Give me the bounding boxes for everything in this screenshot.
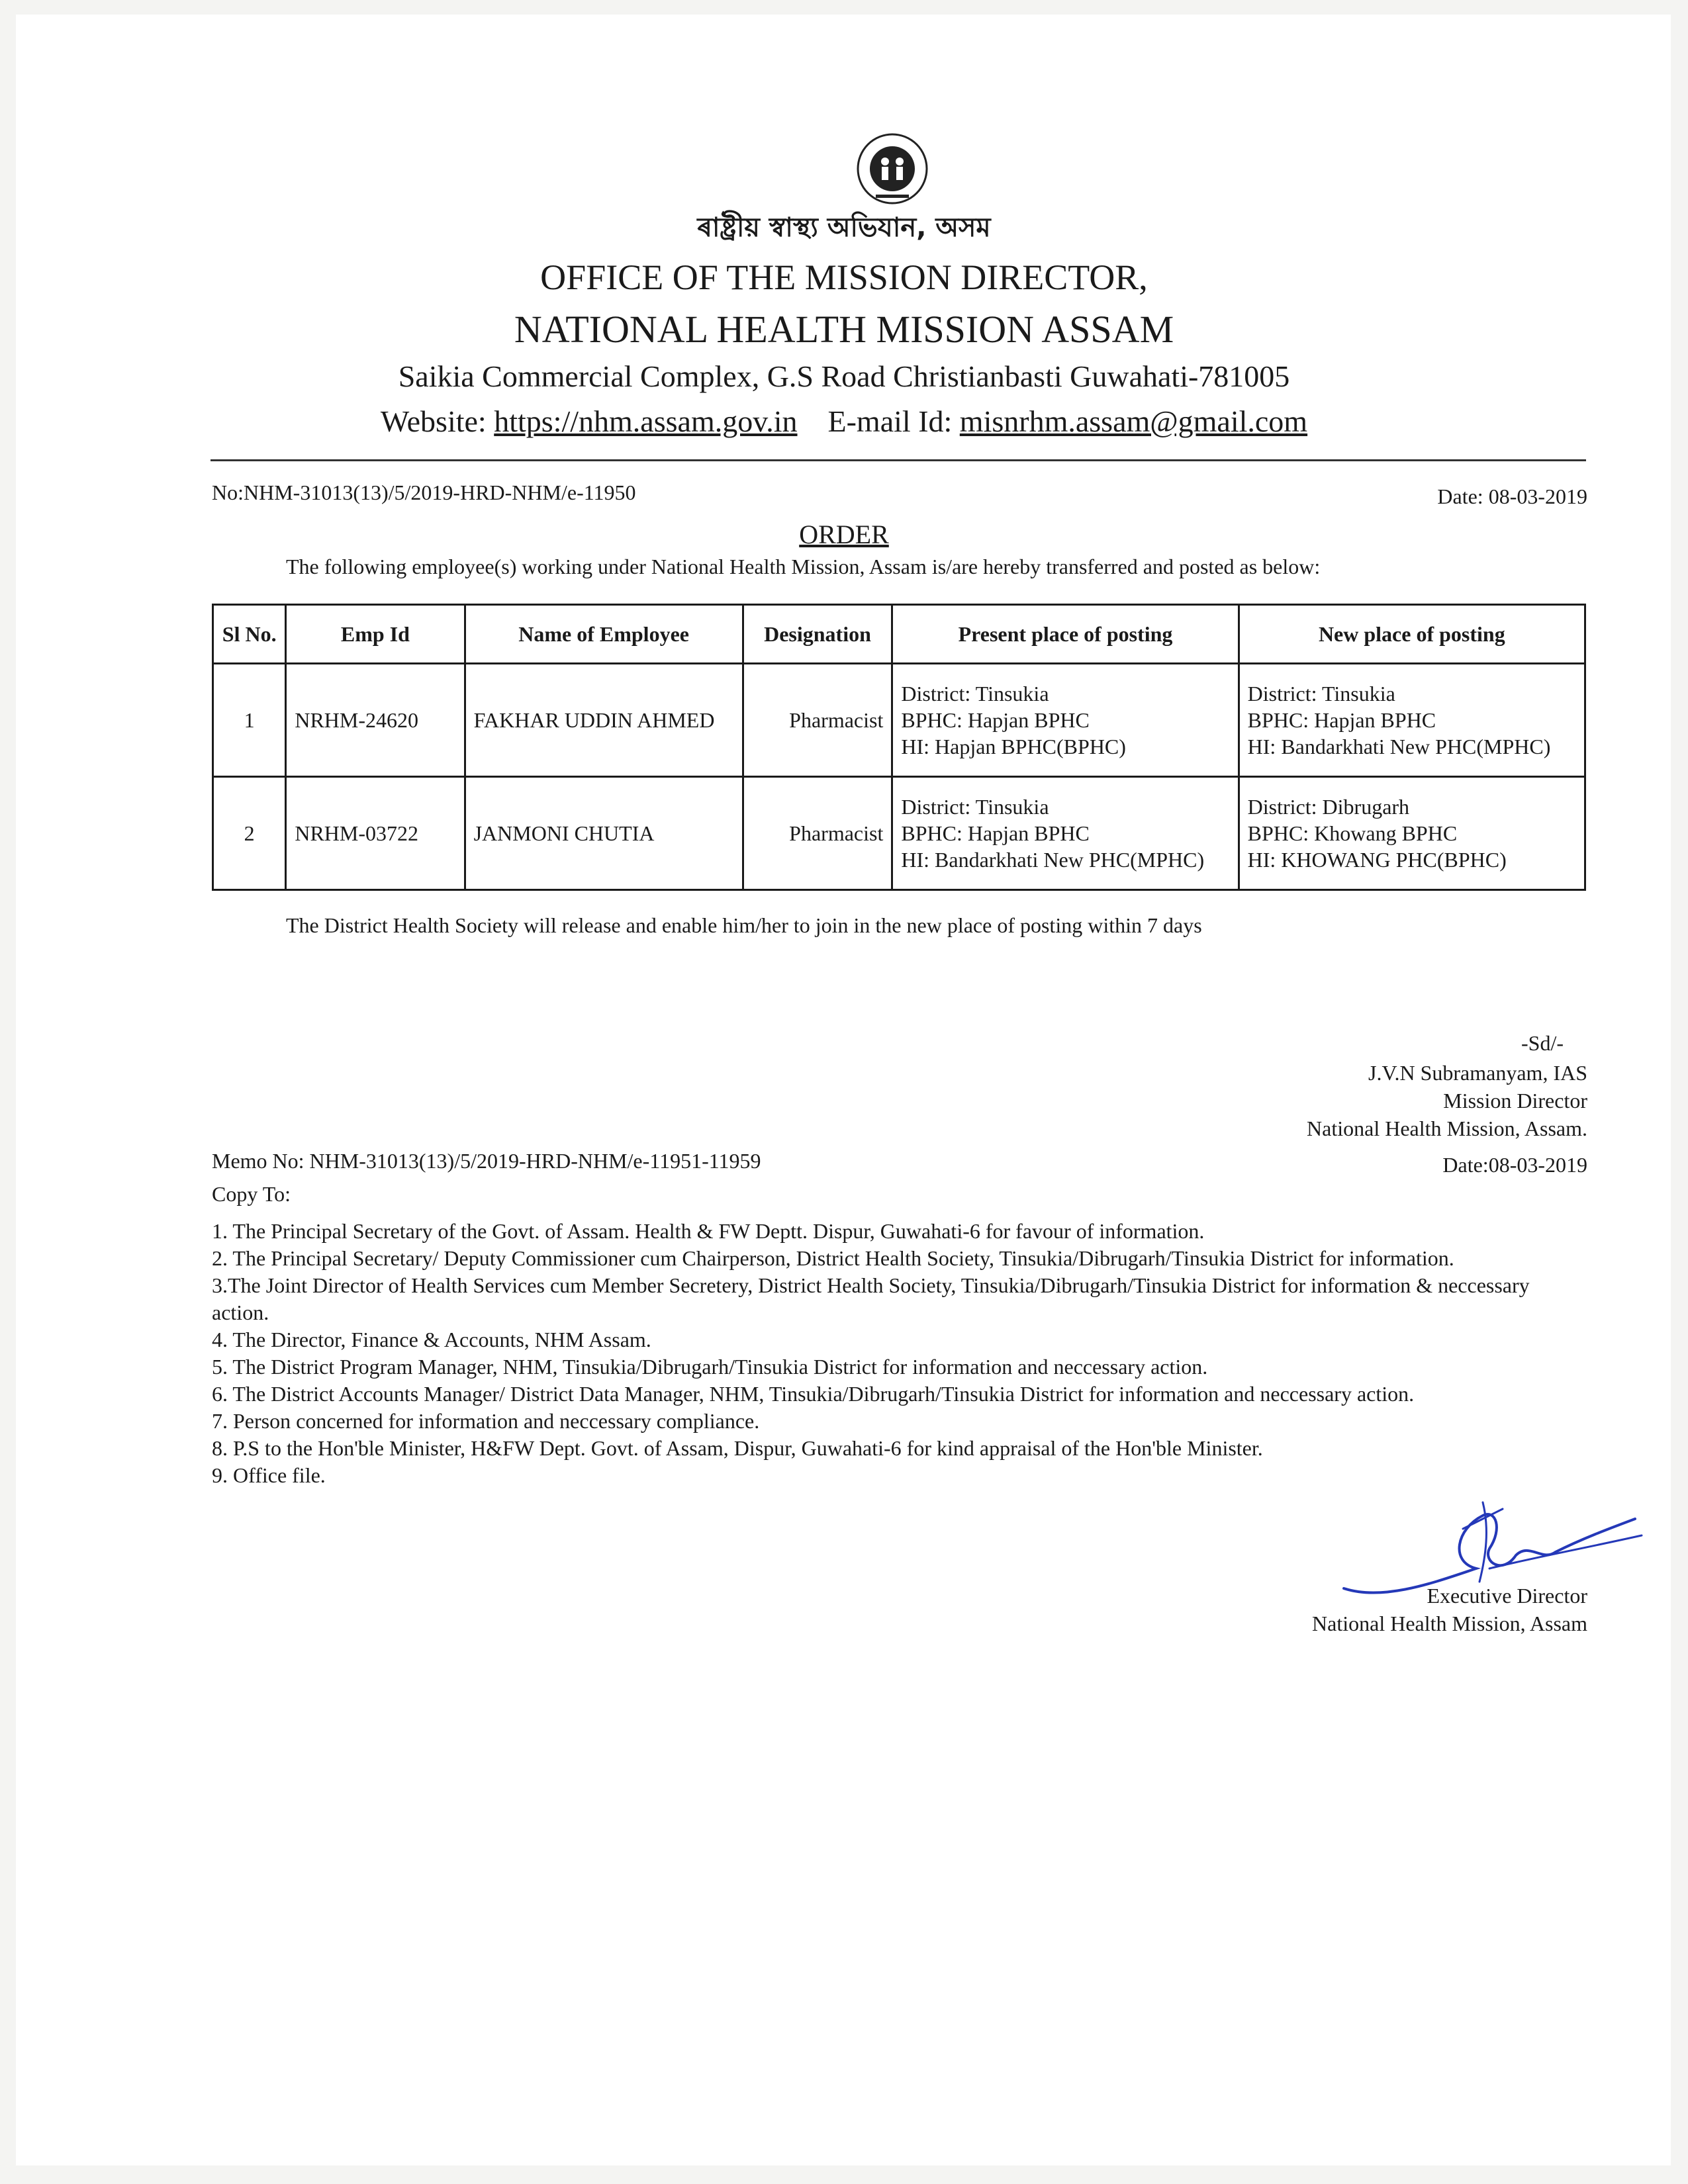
cell-new-posting <box>1239 664 1585 777</box>
list-item: 6. The District Accounts Manager/ District Data Manager, NHM, Tinsukia/Dibrugarh/Tinsukia District for information and neccessary action. <box>212 1382 1415 1406</box>
new-hi: HI: Bandarkhati New PHC(MPHC) <box>1247 735 1551 758</box>
col-header-sl: Sl No. <box>213 605 286 664</box>
release-note: The District Health Society will release and enable him/her to join in the new place of posting within 7 days <box>286 913 1202 937</box>
table-row <box>213 777 1585 890</box>
email-label: E-mail Id: <box>827 404 953 438</box>
signatory-name: J.V.N Subramanyam, IAS <box>1368 1061 1587 1085</box>
signatory-block <box>1307 1059 1587 1142</box>
col-header-name: Name of Employee <box>465 605 743 664</box>
list-item: 7. Person concerned for information and neccessary compliance. <box>212 1409 760 1433</box>
assamese-title: ৰাষ্ট্ৰীয় স্বাস্থ্য অভিযান, অসম <box>697 212 991 243</box>
order-intro: The following employee(s) working under National Health Mission, Assam is/are hereby transferred and posted as below: <box>286 555 1321 578</box>
order-heading: ORDER <box>799 520 889 549</box>
executive-signatory-block <box>1312 1582 1587 1637</box>
header-divider <box>211 459 1586 461</box>
col-header-emp-id: Emp Id <box>286 605 465 664</box>
table-row <box>213 664 1585 777</box>
col-header-new-posting: New place of posting <box>1239 605 1585 664</box>
list-item: 5. The District Program Manager, NHM, Tinsukia/Dibrugarh/Tinsukia District for information and neccessary action. <box>212 1355 1208 1379</box>
cell-emp-id: NRHM-24620 <box>286 664 465 777</box>
cell-sl: 1 <box>213 664 286 777</box>
organization-title: NATIONAL HEALTH MISSION ASSAM <box>514 308 1174 351</box>
cell-sl: 2 <box>213 777 286 890</box>
cell-employee-name: JANMONI CHUTIA <box>465 777 743 890</box>
copy-to-list <box>212 1218 1586 1489</box>
present-district: District: Tinsukia <box>901 682 1049 705</box>
list-item: 9. Office file. <box>212 1463 326 1487</box>
executive-org: National Health Mission, Assam <box>1312 1612 1587 1635</box>
list-item: 2. The Principal Secretary/ Deputy Commissioner cum Chairperson, District Health Society, Tinsukia/Dibrugarh/Tinsukia District for information. <box>212 1246 1454 1270</box>
office-title: OFFICE OF THE MISSION DIRECTOR, <box>540 257 1148 297</box>
contact-line <box>0 404 1688 439</box>
nhm-logo-icon <box>856 132 929 205</box>
cell-employee-name: FAKHAR UDDIN AHMED <box>465 664 743 777</box>
col-header-present-posting: Present place of posting <box>892 605 1239 664</box>
list-item: 4. The Director, Finance & Accounts, NHM Assam. <box>212 1328 651 1351</box>
website-link[interactable]: https://nhm.assam.gov.in <box>494 404 798 438</box>
new-district: District: Tinsukia <box>1247 682 1395 705</box>
order-date: Date: 08-03-2019 <box>1437 484 1587 508</box>
signed-mark: -Sd/- <box>1521 1031 1564 1055</box>
cell-new-posting <box>1239 777 1585 890</box>
executive-title: Executive Director <box>1427 1584 1587 1608</box>
present-district: District: Tinsukia <box>901 795 1049 819</box>
col-header-designation: Designation <box>743 605 892 664</box>
list-item: 1. The Principal Secretary of the Govt. of Assam. Health & FW Deptt. Dispur, Guwahati-6 for favour of information. <box>212 1219 1205 1243</box>
table-header-row <box>213 605 1585 664</box>
present-bphc: BPHC: Hapjan BPHC <box>901 708 1090 732</box>
order-reference-number: No:NHM-31013(13)/5/2019-HRD-NHM/e-11950 <box>212 480 636 504</box>
cell-present-posting <box>892 777 1239 890</box>
memo-number: Memo No: NHM-31013(13)/5/2019-HRD-NHM/e-11951-11959 <box>212 1149 761 1173</box>
signatory-org: National Health Mission, Assam. <box>1307 1116 1587 1140</box>
cell-designation: Pharmacist <box>743 664 892 777</box>
office-address: Saikia Commercial Complex, G.S Road Christianbasti Guwahati-781005 <box>398 359 1290 393</box>
copy-to-label: Copy To: <box>212 1182 291 1206</box>
cell-present-posting <box>892 664 1239 777</box>
cell-designation: Pharmacist <box>743 777 892 890</box>
list-item: 8. P.S to the Hon'ble Minister, H&FW Dept. Govt. of Assam, Dispur, Guwahati-6 for kind appraisal of the Hon'ble Minister. <box>212 1436 1263 1460</box>
cell-emp-id: NRHM-03722 <box>286 777 465 890</box>
present-hi: HI: Hapjan BPHC(BPHC) <box>901 735 1126 758</box>
present-bphc: BPHC: Hapjan BPHC <box>901 821 1090 845</box>
transfer-table <box>212 604 1586 891</box>
new-bphc: BPHC: Hapjan BPHC <box>1247 708 1436 732</box>
email-link[interactable]: misnrhm.assam@gmail.com <box>959 404 1308 438</box>
list-item: 3.The Joint Director of Health Services cum Member Secretery, District Health Society, Tinsukia/Dibrugarh/Tinsukia District for information & neccessary action. <box>212 1273 1530 1324</box>
new-hi: HI: KHOWANG PHC(BPHC) <box>1247 848 1507 872</box>
signatory-title: Mission Director <box>1443 1089 1587 1113</box>
new-district: District: Dibrugarh <box>1247 795 1410 819</box>
present-hi: HI: Bandarkhati New PHC(MPHC) <box>901 848 1205 872</box>
website-label: Website: <box>380 404 487 438</box>
memo-date: Date:08-03-2019 <box>1442 1153 1587 1177</box>
new-bphc: BPHC: Khowang BPHC <box>1247 821 1458 845</box>
